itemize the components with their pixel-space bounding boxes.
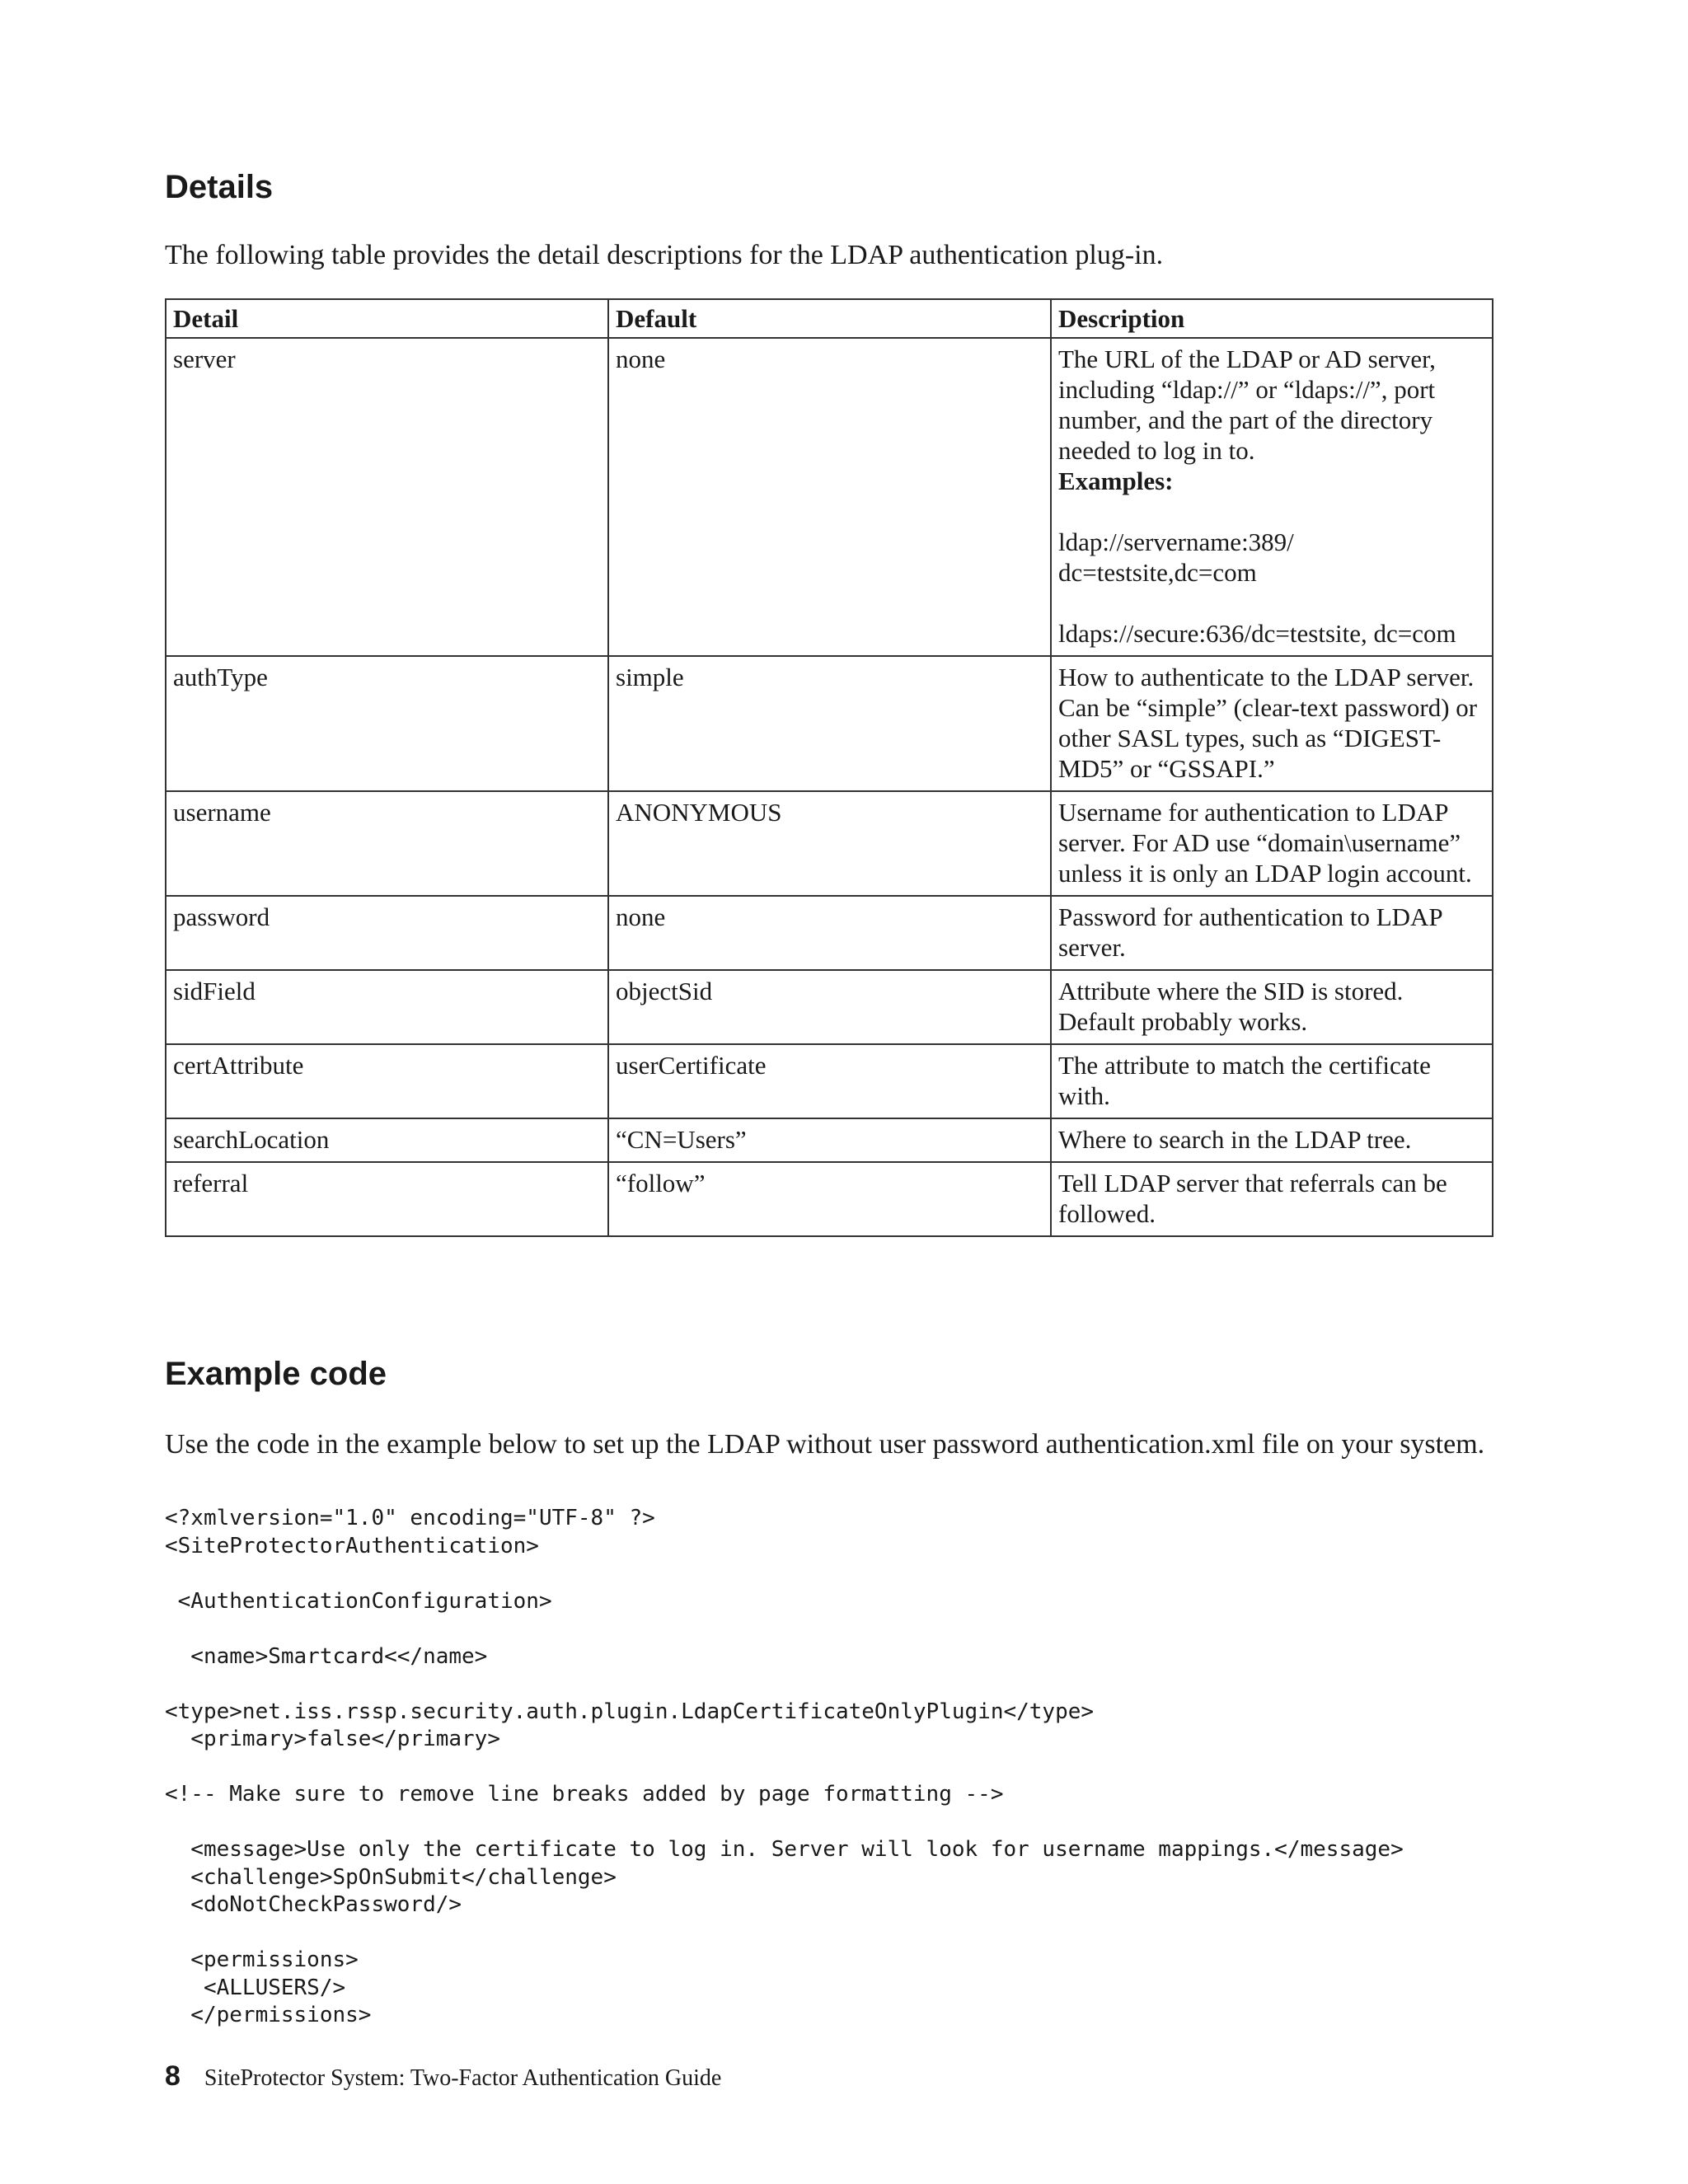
code-line: <message>Use only the certificate to log in. Server will look for username mappings.</message> xyxy=(165,1837,1404,1862)
cell-detail: authType xyxy=(166,656,608,791)
footer-title: SiteProtector System: Two-Factor Authentication Guide xyxy=(204,2065,722,2091)
cell-description: Username for authentication to LDAP server. For AD use “domain\username” unless it is only an LDAP login account. xyxy=(1051,791,1493,896)
example-url-1: ldap://servername:389/ dc=testsite,dc=com xyxy=(1058,527,1294,587)
code-line: <type>net.iss.rssp.security.auth.plugin.LdapCertificateOnlyPlugin</type> xyxy=(165,1699,1095,1724)
cell-detail: sidField xyxy=(166,970,608,1044)
example-intro: Use the code in the example below to set up the LDAP without user password authentication.xml file on your system. xyxy=(165,1429,1485,1460)
cell-description: Attribute where the SID is stored. Default probably works. xyxy=(1051,970,1493,1044)
table-row xyxy=(166,1044,1493,1118)
cell-description: Tell LDAP server that referrals can be followed. xyxy=(1051,1162,1493,1236)
column-header-description: Description xyxy=(1051,299,1493,338)
code-line: <ALLUSERS/> xyxy=(165,1975,346,2000)
cell-detail: referral xyxy=(166,1162,608,1236)
cell-detail: password xyxy=(166,896,608,970)
details-intro: The following table provides the detail descriptions for the LDAP authentication plug-in. xyxy=(165,240,1164,270)
details-table xyxy=(165,298,1493,1237)
code-line: <primary>false</primary> xyxy=(165,1727,500,1751)
code-line: <permissions> xyxy=(165,1947,359,1972)
cell-default: “follow” xyxy=(608,1162,1051,1236)
cell-detail: username xyxy=(166,791,608,896)
example-code-heading: Example code xyxy=(165,1356,387,1392)
details-heading: Details xyxy=(165,169,274,205)
cell-default: simple xyxy=(608,656,1051,791)
cell-default: userCertificate xyxy=(608,1044,1051,1118)
table-header-row xyxy=(166,299,1493,338)
code-line: <SiteProtectorAuthentication> xyxy=(165,1533,539,1558)
code-line: <name>Smartcard<</name> xyxy=(165,1643,488,1669)
cell-default: ANONYMOUS xyxy=(608,791,1051,896)
table-row xyxy=(166,1118,1493,1162)
example-url-2: ldaps://secure:636/dc=testsite, dc=com xyxy=(1058,619,1456,648)
cell-description: How to authenticate to the LDAP server. Can be “simple” (clear-text password) or other SASL types, such as “DIGEST-MD5” or “GSSAPI.” xyxy=(1051,656,1493,791)
cell-description: Where to search in the LDAP tree. xyxy=(1051,1118,1493,1162)
table-row xyxy=(166,896,1493,970)
code-line: <AuthenticationConfiguration> xyxy=(165,1588,552,1614)
cell-default: objectSid xyxy=(608,970,1051,1044)
code-line: </permissions> xyxy=(165,2003,372,2027)
cell-description: Password for authentication to LDAP server. xyxy=(1051,896,1493,970)
code-block xyxy=(165,1505,1404,2030)
code-line: <?xmlversion="1.0" encoding="UTF-8" ?> xyxy=(165,1506,655,1530)
column-header-default: Default xyxy=(608,299,1051,338)
examples-label: Examples: xyxy=(1058,466,1174,495)
cell-default: “CN=Users” xyxy=(608,1118,1051,1162)
cell-description: The attribute to match the certificate with. xyxy=(1051,1044,1493,1118)
cell-default: none xyxy=(608,338,1051,656)
column-header-detail: Detail xyxy=(166,299,608,338)
cell-description xyxy=(1051,338,1493,656)
cell-default: none xyxy=(608,896,1051,970)
cell-detail: certAttribute xyxy=(166,1044,608,1118)
table-row xyxy=(166,656,1493,791)
cell-detail: server xyxy=(166,338,608,656)
description-text: The URL of the LDAP or AD server, including “ldap://” or “ldaps://”, port number, and the part of the directory needed to log in to. xyxy=(1058,344,1436,465)
page-footer xyxy=(165,2060,721,2093)
table-row xyxy=(166,1162,1493,1236)
code-line: <doNotCheckPassword/> xyxy=(165,1892,462,1917)
code-line: <!-- Make sure to remove line breaks added by page formatting --> xyxy=(165,1782,1004,1807)
table-row xyxy=(166,970,1493,1044)
code-line: <challenge>SpOnSubmit</challenge> xyxy=(165,1864,617,1890)
page-number: 8 xyxy=(165,2060,181,2092)
cell-detail: searchLocation xyxy=(166,1118,608,1162)
table-row xyxy=(166,338,1493,656)
table-row xyxy=(166,791,1493,896)
